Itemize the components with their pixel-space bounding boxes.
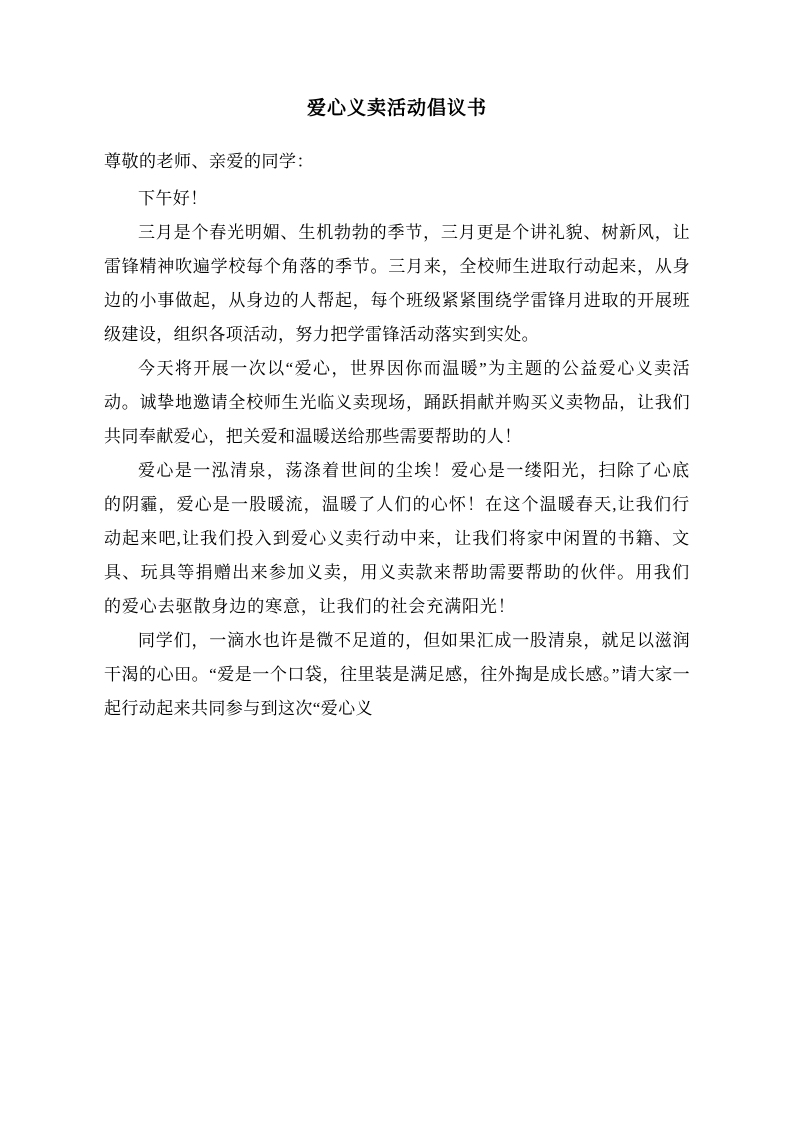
paragraph-5: 同学们，一滴水也许是微不足道的，但如果汇成一股清泉，就足以滋润干渴的心田。“爱是一个口袋，往里装是满足感，往外掏是成长感。”请大家一起行动起来共同参与到这次“爱心义 [104, 630, 690, 718]
paragraph-4: 爱心是一泓清泉，荡涤着世间的尘埃！爱心是一缕阳光，扫除了心底的阴霾，爱心是一股暖流，温暖了人们的心怀！在这个温暖春天,让我们行动起来吧,让我们投入到爱心义卖行动中来，让我们将家中闲置的书籍、文具、玩具等捐赠出来参加义卖，用义卖款来帮助需要帮助的伙伴。用我们的爱心去驱散身边的寒意，让我们的社会充满阳光！ [104, 460, 690, 616]
salutation-line: 尊敬的老师、亲爱的同学： [104, 151, 314, 171]
paragraph-3: 今天将开展一次以“爱心，世界因你而温暖”为主题的公益爱心义卖活动。诚挚地邀请全校师生光临义卖现场，踊跃捐献并购买义卖物品，让我们共同奉献爱心，把关爱和温暖送给那些需要帮助的人！ [104, 358, 690, 446]
paragraph-1: 下午好！ [138, 188, 208, 208]
page-title: 爱心义卖活动倡议书 [306, 98, 487, 119]
paragraph-2: 三月是个春光明媚、生机勃勃的季节，三月更是个讲礼貌、树新风，让雷锋精神吹遍学校每个角落的季节。三月来，全校师生进取行动起来，从身边的小事做起，从身边的人帮起，每个班级紧紧围绕学雷锋月进取的开展班级建设，组织各项活动，努力把学雷锋活动落实到实处。 [104, 222, 690, 344]
document-body [104, 96, 690, 726]
